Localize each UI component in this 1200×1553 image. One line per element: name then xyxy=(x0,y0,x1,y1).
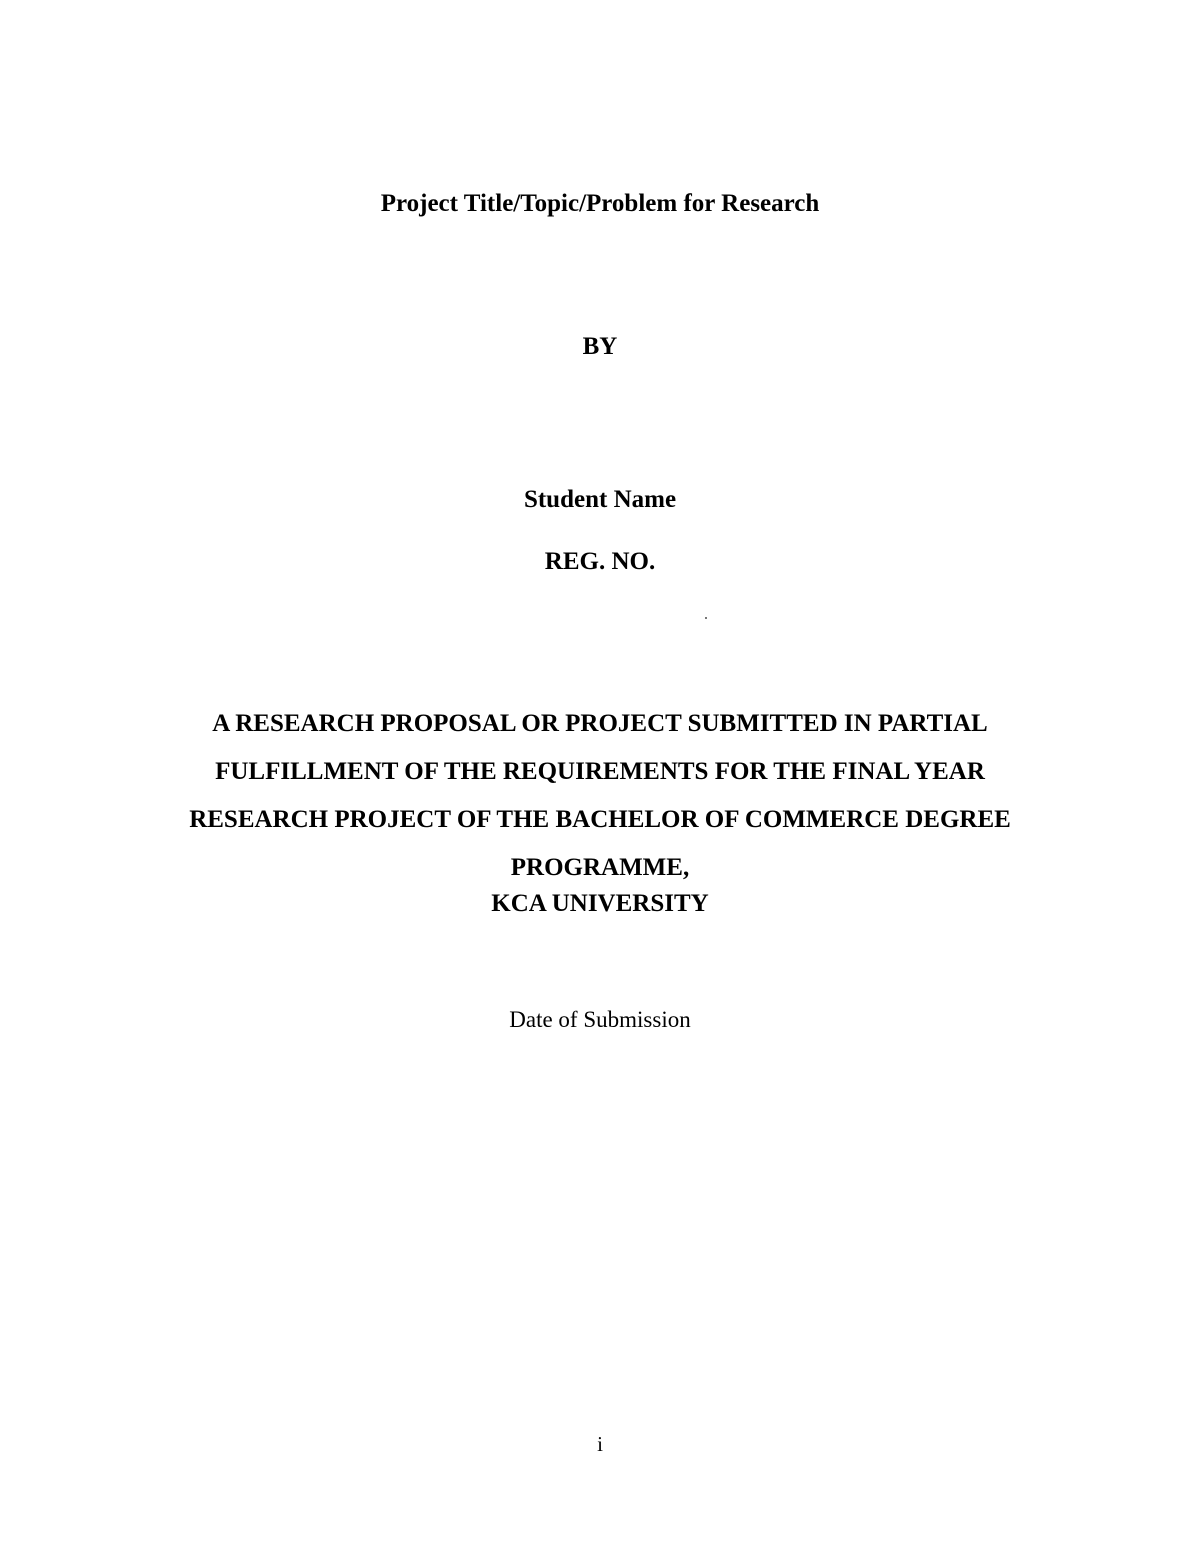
student-name: Student Name xyxy=(523,486,677,513)
statement-line: RESEARCH PROJECT OF THE BACHELOR OF COMMERCE DEGREE xyxy=(189,806,1011,833)
submission-date-label: Date of Submission xyxy=(509,1007,691,1032)
university-name: KCA UNIVERSITY xyxy=(491,890,709,917)
statement-line: A RESEARCH PROPOSAL OR PROJECT SUBMITTED IN PARTIAL xyxy=(212,710,988,737)
stray-dot xyxy=(705,617,707,619)
project-title: Project Title/Topic/Problem for Research xyxy=(380,190,820,217)
page-number: i xyxy=(597,1432,603,1456)
registration-number: REG. NO. xyxy=(544,548,656,575)
by-label: BY xyxy=(582,333,618,360)
statement-line: PROGRAMME, xyxy=(510,854,690,881)
statement-line: FULFILLMENT OF THE REQUIREMENTS FOR THE FINAL YEAR xyxy=(215,758,985,785)
submission-statement xyxy=(0,700,1200,892)
